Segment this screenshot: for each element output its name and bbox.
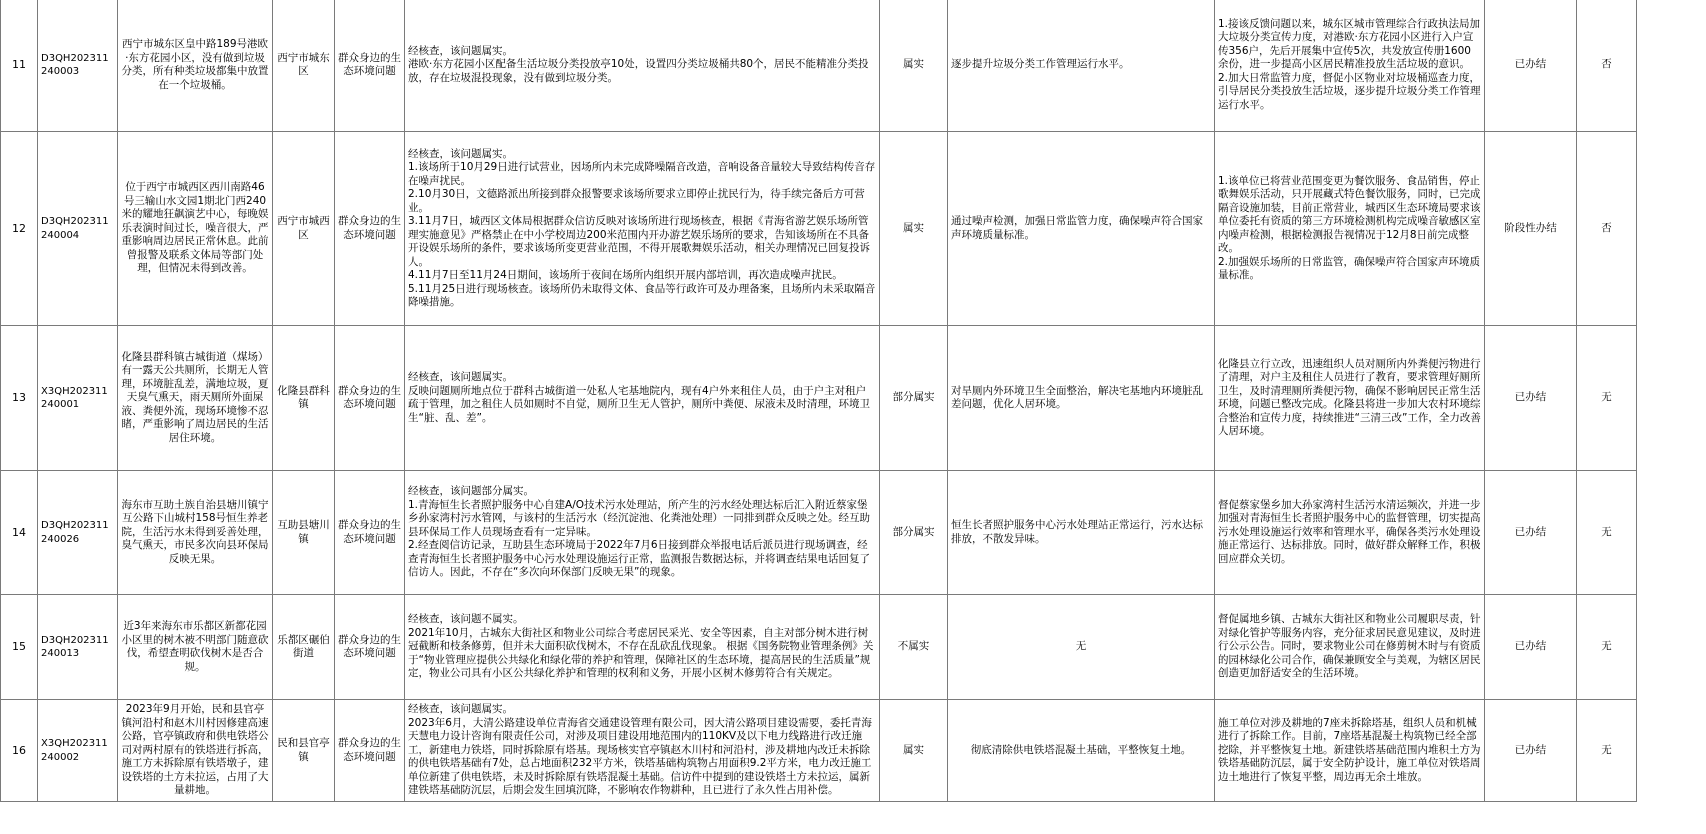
investigation-line: 1.青海恒生长者照护服务中心自建A/O技术污水处理站，所产生的污水经处理达标后汇入附近蔡家堡乡孙家湾村污水管网，与该村的生活污水（经沉淀池、化粪池处理）一同排到群众反映之处。经互助县环保局工作人员现场查看有一定异味。 (408, 498, 870, 538)
completion-status: 已办结 (1485, 595, 1577, 700)
table-row (1, 0, 1637, 132)
investigation-result (405, 132, 880, 326)
complaint-content: 海东市互助土族自治县塘川镇宁互公路下山城村158号恒生养老院，生活污水未得到妥善处理，臭气熏天，市民多次向县环保局反映无果。 (118, 471, 273, 595)
table-row (1, 326, 1637, 471)
complaint-content: 2023年9月开始，民和县官亭镇河沿村和赵木川村因修建高速公路，官亭镇政府和供电铁塔公司对两村原有的铁塔进行拆高，施工方未拆除原有铁塔墩子，建设铁塔的土方未拉运，占用了大量耕地。 (118, 700, 273, 802)
investigation-line: 经核查，该问题属实。 (408, 371, 513, 383)
row-number: 11 (1, 0, 38, 132)
completion-status: 已办结 (1485, 326, 1577, 471)
rectification-goal: 逐步提升垃圾分类工作管理运行水平。 (948, 0, 1215, 132)
verdict: 部分属实 (880, 471, 948, 595)
row-number: 16 (1, 700, 38, 802)
administrative-area: 化隆县群科镇 (273, 326, 335, 471)
investigation-result (405, 326, 880, 471)
investigation-line: 2.10月30日，文德路派出所接到群众报警要求该场所要求立即停止扰民行为，待手续完备后方可营业。 (408, 188, 865, 214)
administrative-area: 西宁市城东区 (273, 0, 335, 132)
investigation-line: 4.11月7日至11月24日期间，该场所于夜间在场所内组织开展内部培训，再次造成噪声扰民。 (408, 269, 843, 281)
investigation-line: 经核查，该问题属实。 (408, 147, 513, 160)
investigation-line: 1.该场所于10月29日进行试营业，因场所内未完成降噪隔音改造，音响设备音量较大导致结构传音存在噪声扰民。 (408, 161, 876, 187)
verdict: 部分属实 (880, 326, 948, 471)
problem-type: 群众身边的生态环境问题 (335, 471, 405, 595)
investigation-line: 5.11月25日进行现场核查。该场所仍未取得文体、食品等行政许可及办理备案，且场所内未采取隔音降噪措施。 (408, 282, 876, 308)
rectification-goal: 通过噪声检测，加强日常监管力度，确保噪声符合国家声环境质量标准。 (948, 132, 1215, 326)
case-code: D3QH202311240013 (38, 595, 118, 700)
completion-status: 阶段性办结 (1485, 132, 1577, 326)
row-number: 14 (1, 471, 38, 595)
measure-line: 2.加大日常监管力度，督促小区物业对垃圾桶巡查力度，引导居民分类投放生活垃圾，逐步提升垃圾分类工作管理运行水平。 (1218, 71, 1481, 111)
rectification-measures (1215, 471, 1485, 595)
investigation-line: 港欧·东方花园小区配备生活垃圾分类投放亭10处，设置四分类垃圾桶共80个，居民不能精准分类投放，存在垃圾混投现象，没有做到垃圾分类。 (408, 58, 869, 84)
verdict: 属实 (880, 132, 948, 326)
measure-line: 1.接该反馈问题以来，城东区城市管理综合行政执法局加大垃圾分类宣传力度，对港欧·东方花园小区进行入户宣传356户，先后开展集中宣传5次，共发放宣传册1600余份，进一步提高小区居民精准投放生活垃圾的意识。 (1218, 17, 1481, 71)
investigation-result (405, 0, 880, 132)
investigation-line: 2021年10月，古城东大街社区和物业公司综合考虑居民采光、安全等因素，自主对部分树木进行树冠截断和枝条修剪，但并未大面积砍伐树木，不存在乱砍乱伐现象。 根据《国务院物业管理条例》关于“物业管理应提供公共绿化和绿化带的养护和管理，保障社区的生态环境，提高居民的生活质量”规定，物业公司具有小区公共绿化养护和管理的权利和义务，开展小区树木修剪符合有关规定。 (408, 626, 874, 680)
measure-line: 督促属地乡镇、古城东大街社区和物业公司履职尽责，针对绿化管护等服务内容，充分征求居民意见建议，及时进行公示公告。同时，要求物业公司在修剪树木时与有资质的园林绿化公司合作，确保兼顾安全与美观，为辖区居民创造更加舒适安全的生活环境。 (1218, 613, 1481, 680)
problem-type: 群众身边的生态环境问题 (335, 326, 405, 471)
problem-type: 群众身边的生态环境问题 (335, 700, 405, 802)
problem-type: 群众身边的生态环境问题 (335, 0, 405, 132)
investigation-line: 经核查，该问题属实。 (408, 44, 513, 57)
rectification-measures (1215, 326, 1485, 471)
rectification-goal: 彻底清除供电铁塔混凝土基础，平整恢复土地。 (948, 700, 1215, 802)
investigation-line: 经核查，该问题不属实。 (408, 613, 524, 626)
measure-line: 督促蔡家堡乡加大孙家湾村生活污水清运频次，并进一步加强对青海恒生长者照护服务中心的监督管理，切实提高污水处理设施运行效率和管理水平，确保各类污水处理设施正常运行、达标排放。同时，做好群众解释工作，积极回应群众关切。 (1218, 498, 1481, 565)
complaint-content: 位于西宁市城西区西川南路46号三输山水文园1期北门西240米的耀地狂飙演艺中心，每晚娱乐表演时间过长，噪音很大，严重影响周边居民正常休息。此前曾报警及联系文体局等部门处理，但情况未得到改善。 (118, 132, 273, 326)
investigation-line: 2023年6月，大清公路建设单位青海省交通建设管理有限公司，因大清公路项目建设需要，委托青海天慧电力设计咨询有限责任公司，对涉及项目建设用地范围内的110KV及以下电力线路进行改迁施工，新建电力铁塔，同时拆除原有塔基。现场核实官亭镇赵木川村和河沿村，涉及耕地内改迁未拆除的供电铁塔基础有7处，总占地面积232平方米，铁塔基础构筑物占用面积9.2平方米，电力改迁施工单位新建了供电铁塔，未及时拆除原有铁塔混凝土基础。信访件中提到的建设铁塔土方未拉运，属新建铁塔基础防沉层，后期会发生回填沉降，不影响农作物耕种，且已进行了永久性占用补偿。 (408, 716, 872, 797)
case-code: X3QH202311240001 (38, 326, 118, 471)
case-code: D3QH202311240003 (38, 0, 118, 132)
verdict: 不属实 (880, 595, 948, 700)
rectification-measures (1215, 700, 1485, 802)
investigation-line: 经核查，该问题属实。 (408, 703, 513, 716)
table-row (1, 471, 1637, 595)
table-row (1, 132, 1637, 326)
verdict: 属实 (880, 0, 948, 132)
investigation-line: 2.经查阅信访记录，互助县生态环境局于2022年7月6日接到群众举报电话后派员进行现场调查，经查青海恒生长者照护服务中心污水处理设施运行正常，监测报告数据达标，并将调查结果电话回复了信访人。因此，不存在“多次向环保部门反映无果”的现象。 (408, 539, 870, 579)
administrative-area: 民和县官亭镇 (273, 700, 335, 802)
table-row (1, 700, 1637, 802)
complaint-content: 近3年来海东市乐都区新都花园小区里的树木被不明部门随意砍伐，希望查明砍伐树木是否合规。 (118, 595, 273, 700)
administrative-area: 西宁市城西区 (273, 132, 335, 326)
completion-status: 已办结 (1485, 471, 1577, 595)
row-number: 15 (1, 595, 38, 700)
case-code: D3QH202311240026 (38, 471, 118, 595)
rectification-measures (1215, 0, 1485, 132)
measure-line: 1.该单位已将营业范围变更为餐饮服务、食品销售，停止歌舞娱乐活动，只开展藏式特色餐饮服务，同时，已完成隔音设施加装，目前正常营业，城西区生态环境局要求该单位委托有资质的第三方环境检测机构完成噪音敏感区室内噪声检测，根据检测报告视情况于12月8日前完成整改。 (1218, 174, 1481, 254)
row-number: 13 (1, 326, 38, 471)
accountability: 无 (1577, 595, 1637, 700)
accountability: 否 (1577, 132, 1637, 326)
investigation-result (405, 595, 880, 700)
rectification-goal: 对旱厕内外环境卫生全面整治，解决宅基地内环境脏乱差问题，优化人居环境。 (948, 326, 1215, 471)
measure-line: 施工单位对涉及耕地的7座未拆除塔基，组织人员和机械进行了拆除工作。目前，7座塔基混凝土构筑物已经全部挖除，并平整恢复土地。新建铁塔基础范围内堆积土方为铁塔基础防沉层，属于安全防护设计，施工单位对铁塔周边土地进行了恢复平整，周边再无余土堆放。 (1218, 716, 1481, 783)
rectification-measures (1215, 132, 1485, 326)
complaint-content: 西宁市城东区皇中路189号港欧·东方花园小区，没有做到垃圾分类，所有种类垃圾都集中放置在一个垃圾桶。 (118, 0, 273, 132)
investigation-line: 反映问题厕所地点位于群科古城街道一处私人宅基地院内，现有4户外来租住人员，由于户主对租户疏于管理，加之租住人员如厕时不自觉，厕所卫生无人管护，厕所中粪便、尿液未及时清理，环境卫生“脏、乱、差”。 (408, 384, 870, 424)
problem-type: 群众身边的生态环境问题 (335, 132, 405, 326)
measure-line: 2.加强娱乐场所的日常监管，确保噪声符合国家声环境质量标准。 (1218, 255, 1481, 281)
accountability: 否 (1577, 0, 1637, 132)
rectification-goal: 无 (948, 595, 1215, 700)
investigation-line: 3.11月7日，城西区文体局根据群众信访反映对该场所进行现场核查，根据《青海省游艺娱乐场所管理实施意见》严格禁止在中小学校周边200米范围内开办游艺娱乐场所的要求，告知该场所在不具备开设娱乐场所的条件，要求该场所变更营业范围，不得开展歌舞娱乐活动，相关办理情况已回复投诉人。 (408, 215, 870, 268)
measure-line: 化隆县立行立改，迅速组织人员对厕所内外粪便污物进行了清理，对户主及租住人员进行了教育，要求管理好厕所卫生，及时清理厕所粪便污物，确保不影响居民正常生活环境，问题已整改完成。化隆县将进一步加大农村环境综合整治和宣传力度，持续推进“三清三改”工作，全力改善人居环境。 (1218, 357, 1481, 437)
verdict: 属实 (880, 700, 948, 802)
accountability: 无 (1577, 700, 1637, 802)
administrative-area: 互助县塘川镇 (273, 471, 335, 595)
accountability: 无 (1577, 326, 1637, 471)
investigation-result (405, 471, 880, 595)
rectification-measures (1215, 595, 1485, 700)
complaint-content: 化隆县群科镇古城街道（煤场）有一露天公共厕所，长期无人管理，环境脏乱差，满地垃圾，夏天臭气熏天，雨天厕所外面屎液、粪便外流，现场环境惨不忍睹，严重影响了周边居民的生活居住环境。 (118, 326, 273, 471)
investigation-line: 经核查，该问题部分属实。 (408, 485, 534, 498)
case-code: X3QH202311240002 (38, 700, 118, 802)
completion-status: 已办结 (1485, 700, 1577, 802)
row-number: 12 (1, 132, 38, 326)
rectification-goal: 恒生长者照护服务中心污水处理站正常运行，污水达标排放，不散发异味。 (948, 471, 1215, 595)
investigation-result (405, 700, 880, 802)
problem-type: 群众身边的生态环境问题 (335, 595, 405, 700)
accountability: 无 (1577, 471, 1637, 595)
administrative-area: 乐都区碾伯街道 (273, 595, 335, 700)
completion-status: 已办结 (1485, 0, 1577, 132)
case-code: D3QH202311240004 (38, 132, 118, 326)
table-row (1, 595, 1637, 700)
